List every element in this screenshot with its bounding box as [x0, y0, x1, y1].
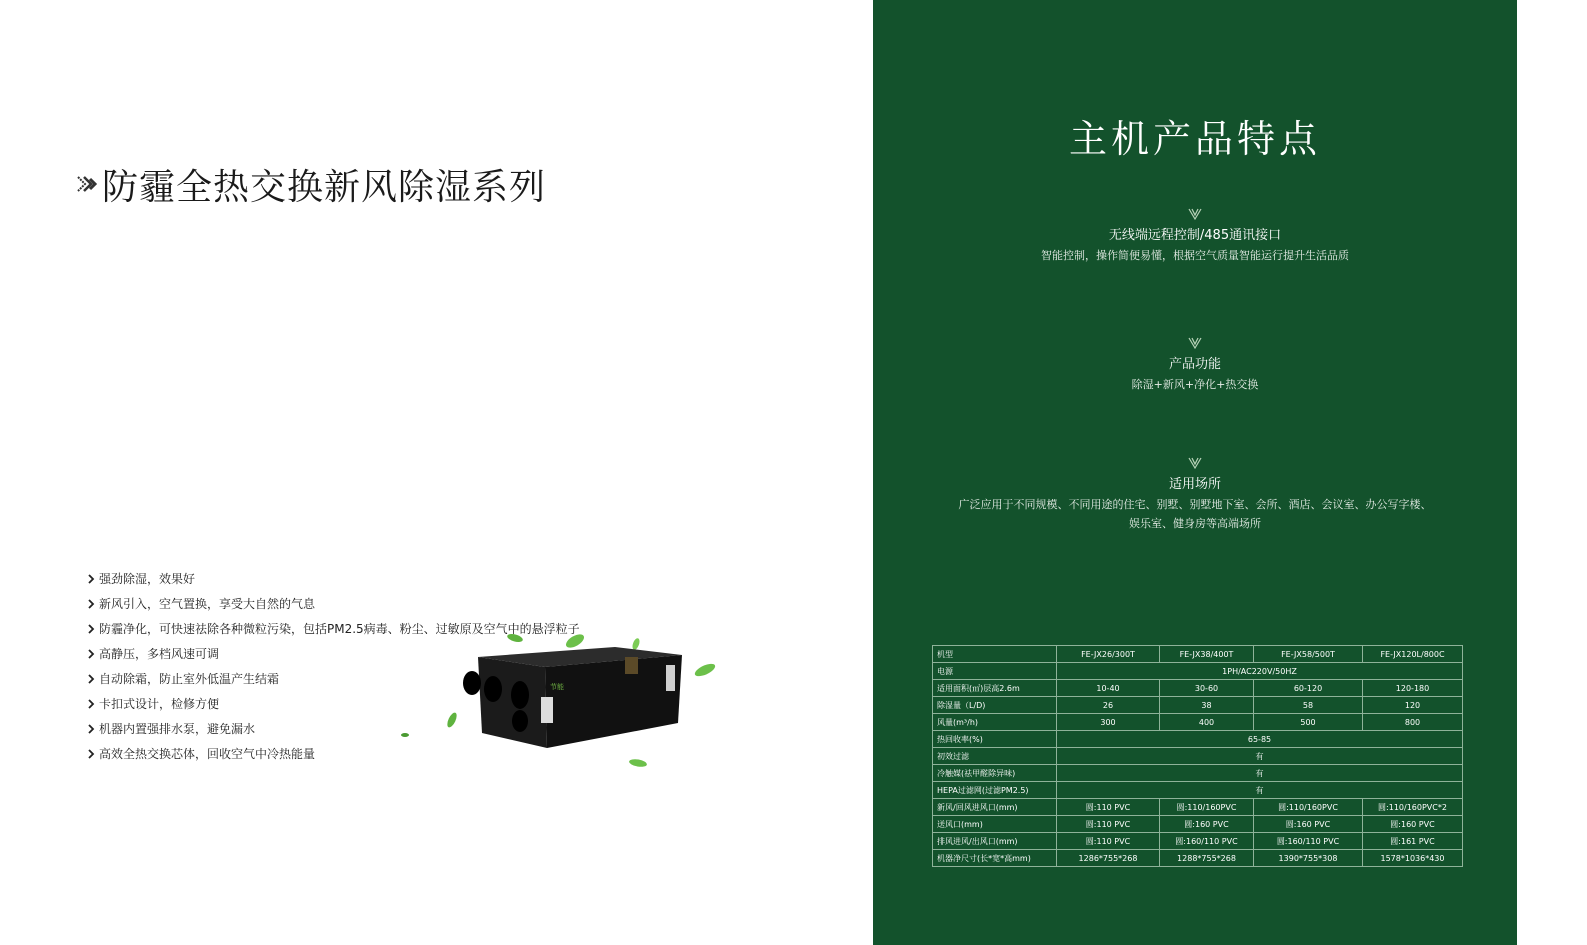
feature-text: 高静压，多档风速可调 — [99, 647, 220, 661]
feature-block-venues — [873, 456, 1517, 532]
table-cell: 有 — [1057, 748, 1463, 765]
table-cell: 1286*755*268 — [1057, 850, 1160, 867]
feature-text: 防霾净化，可快速祛除各种微粒污染，包括PM2.5病毒、粉尘、过敏原及空气中的悬浮粒子 — [99, 622, 580, 636]
table-row — [933, 731, 1463, 748]
feature-block-title: 无线端远程控制/485通讯接口 — [1108, 228, 1282, 243]
table-row — [933, 833, 1463, 850]
feature-text: 卡扣式设计，检修方便 — [99, 697, 220, 711]
table-cell: 120-180 — [1363, 680, 1463, 697]
row-label: 电源 — [933, 663, 1057, 680]
table-row — [933, 748, 1463, 765]
table-cell: FE-JX58/500T — [1254, 646, 1363, 663]
table-cell: 1578*1036*430 — [1363, 850, 1463, 867]
table-row — [933, 714, 1463, 731]
leaf-icon — [629, 758, 648, 768]
list-item — [86, 591, 580, 616]
table-cell: 圆:160 PVC — [1160, 816, 1254, 833]
table-cell: 1PH/AC220V/50HZ — [1057, 663, 1463, 680]
table-row — [933, 782, 1463, 799]
table-cell: 圆:110/160PVC — [1160, 799, 1254, 816]
table-row — [933, 799, 1463, 816]
leaf-icon — [631, 637, 641, 650]
row-label: HEPA过滤网(过滤PM2.5) — [933, 782, 1057, 799]
chevron-right-icon — [86, 573, 96, 585]
table-cell: 60-120 — [1254, 680, 1363, 697]
table-cell: 圆:160/110 PVC — [1254, 833, 1363, 850]
table-row — [933, 663, 1463, 680]
chevron-right-icon — [86, 698, 96, 710]
table-cell: 圆:160 PVC — [1363, 816, 1463, 833]
feature-block-function — [873, 336, 1517, 393]
table-cell: 圆:110 PVC — [1057, 833, 1160, 850]
table-cell: 圆:110 PVC — [1057, 799, 1160, 816]
table-cell: 圆:110/160PVC — [1254, 799, 1363, 816]
page-title: 主机产品特点 — [1068, 117, 1321, 161]
series-title — [76, 162, 546, 206]
table-cell: 26 — [1057, 697, 1160, 714]
leaf-icon — [506, 633, 523, 644]
table-cell: FE-JX26/300T — [1057, 646, 1160, 663]
table-row — [933, 765, 1463, 782]
table-cell: 500 — [1254, 714, 1363, 731]
list-item — [86, 566, 580, 591]
row-label: 适用面积(㎡)层高2.6m — [933, 680, 1057, 697]
feature-block-title: 适用场所 — [1168, 477, 1221, 492]
leaf-icon — [564, 632, 586, 651]
leaf-icon — [401, 733, 409, 737]
feature-block-desc: 除湿+新风+净化+热交换 — [1131, 378, 1259, 391]
leaf-icon — [445, 711, 458, 728]
row-label: 风量(m³/h) — [933, 714, 1057, 731]
row-label: 冷触媒(祛甲醛除异味) — [933, 765, 1057, 782]
row-label: 除湿量（L/D) — [933, 697, 1057, 714]
row-label: 机器净尺寸(长*宽*高mm) — [933, 850, 1057, 867]
table-cell: 圆:160/110 PVC — [1160, 833, 1254, 850]
product-image — [400, 625, 730, 775]
product-logo: 节能 — [550, 683, 564, 691]
table-cell: 300 — [1057, 714, 1160, 731]
feature-block-title: 产品功能 — [1168, 357, 1221, 372]
table-row — [933, 816, 1463, 833]
table-cell: 400 — [1160, 714, 1254, 731]
row-label: 排风进风/出风口(mm) — [933, 833, 1057, 850]
table-cell: FE-JX38/400T — [1160, 646, 1254, 663]
table-cell: 120 — [1363, 697, 1463, 714]
feature-text: 自动除霜，防止室外低温产生结霜 — [99, 672, 280, 686]
chevron-right-icon — [86, 723, 96, 735]
leaf-icon — [693, 661, 717, 678]
table-cell: 有 — [1057, 765, 1463, 782]
feature-block-remote — [873, 207, 1517, 264]
feature-text: 新风引入，空气置换，享受大自然的气息 — [99, 597, 316, 611]
chevron-right-icon — [86, 748, 96, 760]
table-cell: 1288*755*268 — [1160, 850, 1254, 867]
right-page — [873, 0, 1517, 945]
table-cell: 有 — [1057, 782, 1463, 799]
table-row — [933, 646, 1463, 663]
v-mark-icon — [1187, 336, 1203, 350]
table-row — [933, 680, 1463, 697]
chevron-right-icon — [86, 623, 96, 635]
row-label: 机型 — [933, 646, 1057, 663]
feature-text: 强劲除湿，效果好 — [99, 572, 196, 586]
double-chevron-icon — [76, 172, 100, 196]
chevron-right-icon — [86, 598, 96, 610]
series-title-text: 防霾全热交换新风除湿系列 — [102, 166, 547, 208]
feature-block-desc-line2: 娱乐室、健身房等高端场所 — [1129, 517, 1261, 530]
chevron-right-icon — [86, 673, 96, 685]
table-cell: 1390*755*308 — [1254, 850, 1363, 867]
table-cell: 800 — [1363, 714, 1463, 731]
feature-block-desc: 广泛应用于不同规模、不同用途的住宅、别墅、别墅地下室、会所、酒店、会议室、办公写字楼、 — [958, 498, 1432, 511]
feature-text: 机器内置强排水泵，避免漏水 — [99, 722, 256, 736]
v-mark-icon — [1187, 207, 1203, 221]
table-row — [933, 697, 1463, 714]
table-cell: 30-60 — [1160, 680, 1254, 697]
table-row — [933, 850, 1463, 867]
table-cell: FE-JX120L/800C — [1363, 646, 1463, 663]
table-cell: 圆:160 PVC — [1254, 816, 1363, 833]
spec-table — [932, 645, 1463, 867]
row-label: 送风口(mm) — [933, 816, 1057, 833]
table-cell: 38 — [1160, 697, 1254, 714]
v-mark-icon — [1187, 456, 1203, 470]
table-cell: 10-40 — [1057, 680, 1160, 697]
table-cell: 58 — [1254, 697, 1363, 714]
row-label: 初效过滤 — [933, 748, 1057, 765]
row-label: 热回收率(%) — [933, 731, 1057, 748]
table-cell: 65-85 — [1057, 731, 1463, 748]
table-cell: 圆:161 PVC — [1363, 833, 1463, 850]
chevron-right-icon — [86, 648, 96, 660]
table-cell: 圆:110/160PVC*2 — [1363, 799, 1463, 816]
table-cell: 圆:110 PVC — [1057, 816, 1160, 833]
feature-text: 高效全热交换芯体，回收空气中冷热能量 — [99, 747, 316, 761]
feature-block-desc: 智能控制，操作简便易懂，根据空气质量智能运行提升生活品质 — [1041, 249, 1349, 262]
row-label: 新风/回风进风口(mm) — [933, 799, 1057, 816]
right-margin — [1517, 0, 1587, 945]
